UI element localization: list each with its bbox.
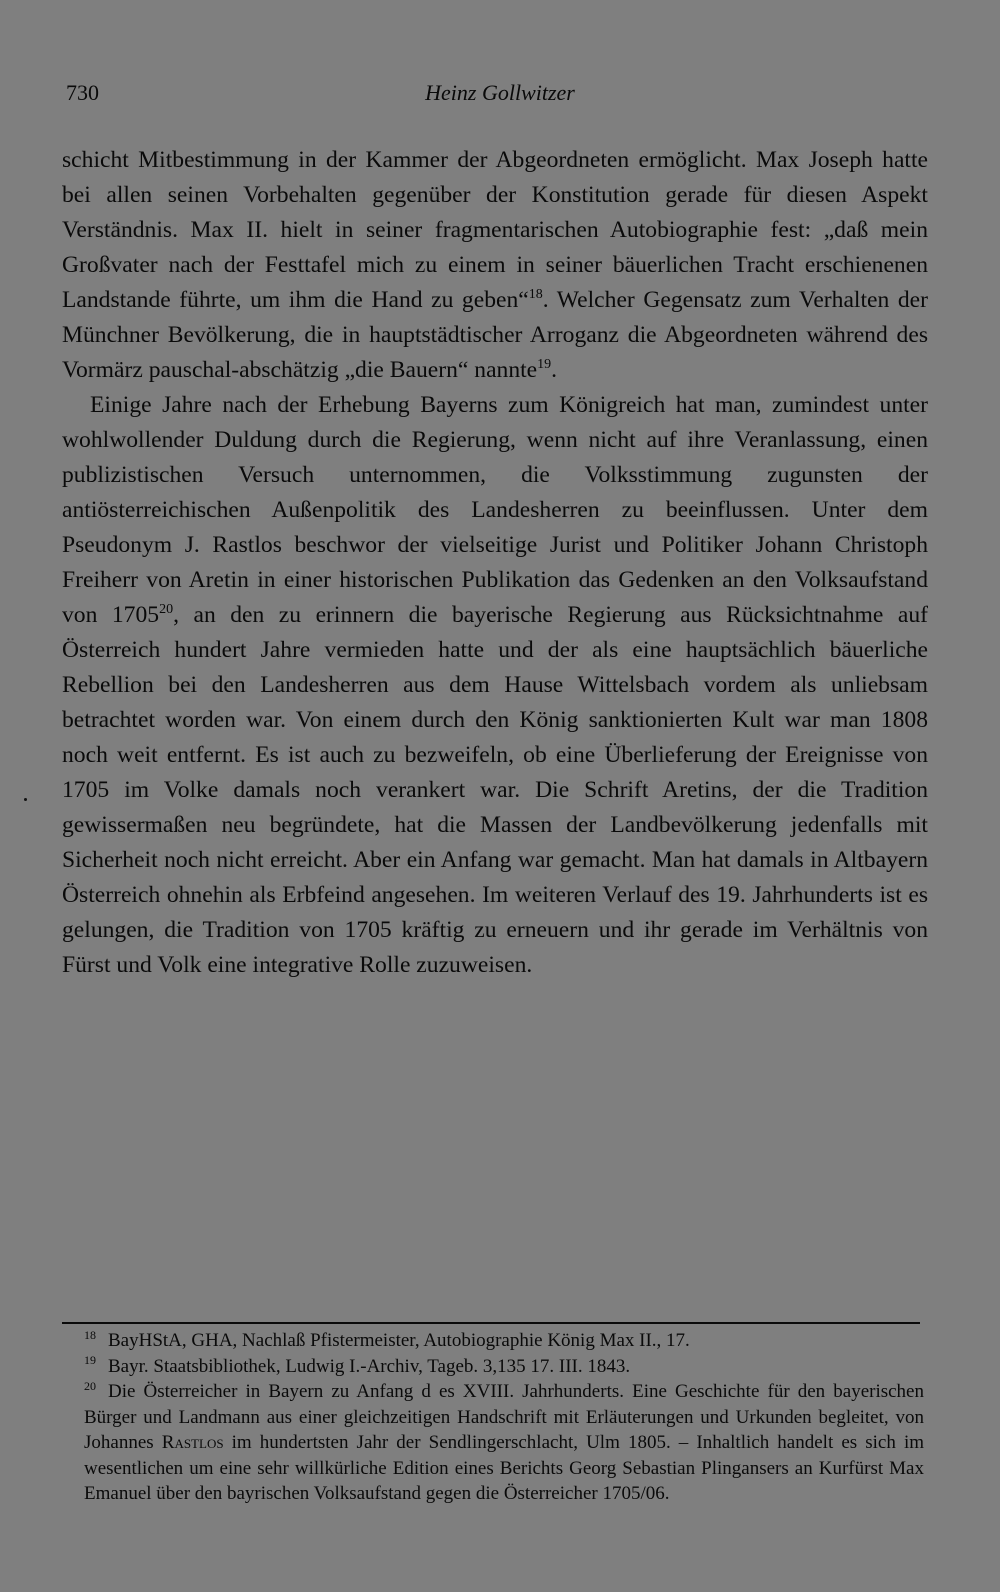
footnote-separator — [62, 1322, 920, 1324]
scan-speck — [24, 798, 27, 801]
footnote-ref-20[interactable]: 20 — [159, 602, 174, 618]
main-text — [62, 143, 928, 983]
paragraph-1-text-c: . — [551, 357, 558, 383]
footnote-19 — [62, 1354, 924, 1380]
footnote-18 — [62, 1328, 924, 1354]
running-head — [66, 80, 934, 112]
paragraph-1-text-a: schicht Mitbestimmung in der Kammer der Abgeordneten ermöglicht. Max Joseph hatte bei allen seinen Vorbehalten gegenüber der Konstitution gerade für diesen Aspekt Verständnis. Max II. hielt in seiner fragmentarischen Autobiographie fest: „daß mein Großvater nach der Festtafel mich zu einem in seiner bäuerlichen Tracht erschienenen Landstande führte, um ihm die Hand zu geben“ — [62, 147, 928, 313]
author-pseudonym: Rastlos — [161, 1432, 224, 1453]
footnotes — [62, 1328, 924, 1507]
footnote-number: 20 — [84, 1378, 96, 1393]
footnote-text: BayHStA, GHA, Nachlaß Pfistermeister, Autobiographie König Max II., 17. — [108, 1330, 690, 1351]
footnote-number: 19 — [84, 1353, 96, 1368]
footnote-text-a: Die Österreicher in Bayern zu Anfang d es XVIII. Jahrhunderts. Eine Geschichte für den bayerischen Bürger und Landmann aus einer gleichzeitigen Handschrift mit Erläuterungen und Urkunden begleitet, von Johannes — [84, 1381, 924, 1453]
page-number: 730 — [66, 80, 99, 105]
paragraph-1-text-b: . Welcher Gegensatz zum Verhalten der Münchner Bevölkerung, die in hauptstädtischer Arroganz die Abgeordneten während des Vormärz pauschal-abschätzig „die Bauern“ nannte — [62, 287, 928, 383]
footnote-ref-19[interactable]: 19 — [537, 357, 552, 373]
footnote-number: 18 — [84, 1327, 96, 1342]
footnote-text-b: im hundertsten Jahr der Sendlingerschlacht, Ulm 1805. – Inhaltlich handelt es sich im wesentlichen um eine sehr willkürliche Edition eines Berichts Georg Sebastian Plingansers an Kurfürst Max Emanuel über den bayrischen Volksaufstand gegen die Österreicher 1705/06. — [84, 1432, 924, 1504]
paragraph-2 — [62, 388, 928, 983]
footnote-text: Bayr. Staatsbibliothek, Ludwig I.-Archiv, Tageb. 3,135 17. III. 1843. — [108, 1355, 631, 1377]
paragraph-2-text-b: , an den zu erinnern die bayerische Regierung aus Rücksichtnahme auf Österreich hundert Jahre vermieden hatte und der als eine hauptsächlich bäuerliche Rebellion bei den Landesherren aus dem Hause Wittelsbach vordem als unliebsam betrachtet worden war. Von einem durch den König sanktionierten Kult war man 1808 noch weit entfernt. Es ist auch zu bezweifeln, ob eine Überlieferung der Ereignisse von 1705 im Volke damals noch verankert war. Die Schrift Aretins, der die Tradition gewissermaßen neu begründete, hat die Massen der Landbevölkerung jedenfalls mit Sicherheit noch nicht erreicht. Aber ein Anfang war gemacht. Man hat damals in Altbayern Österreich ohnehin als Erbfeind angesehen. Im weiteren Verlauf des 19. Jahrhunderts ist es gelungen, die Tradition von 1705 kräftig zu erneuern und ihr gerade im Verhältnis von Fürst und Volk eine integrative Rolle zuzuweisen. — [62, 602, 928, 978]
paragraph-2-text-a: Einige Jahre nach der Erhebung Bayerns zum Königreich hat man, zumindest unter wohlwollender Duldung durch die Regierung, wenn nicht auf ihre Veranlassung, einen publizistischen Versuch unternommen, die Volksstimmung zugunsten der antiösterreichischen Außenpolitik des Landesherren zu beeinflussen. Unter dem Pseudonym J. Rastlos beschwor der vielseitige Jurist und Politiker Johann Christoph Freiherr von Aretin in einer historischen Publikation das Gedenken an den Volksaufstand von 1705 — [62, 392, 928, 628]
footnote-ref-18[interactable]: 18 — [528, 287, 543, 303]
running-head-author: Heinz Gollwitzer — [425, 80, 575, 105]
paragraph-1 — [62, 143, 928, 388]
footnote-20 — [62, 1379, 924, 1507]
